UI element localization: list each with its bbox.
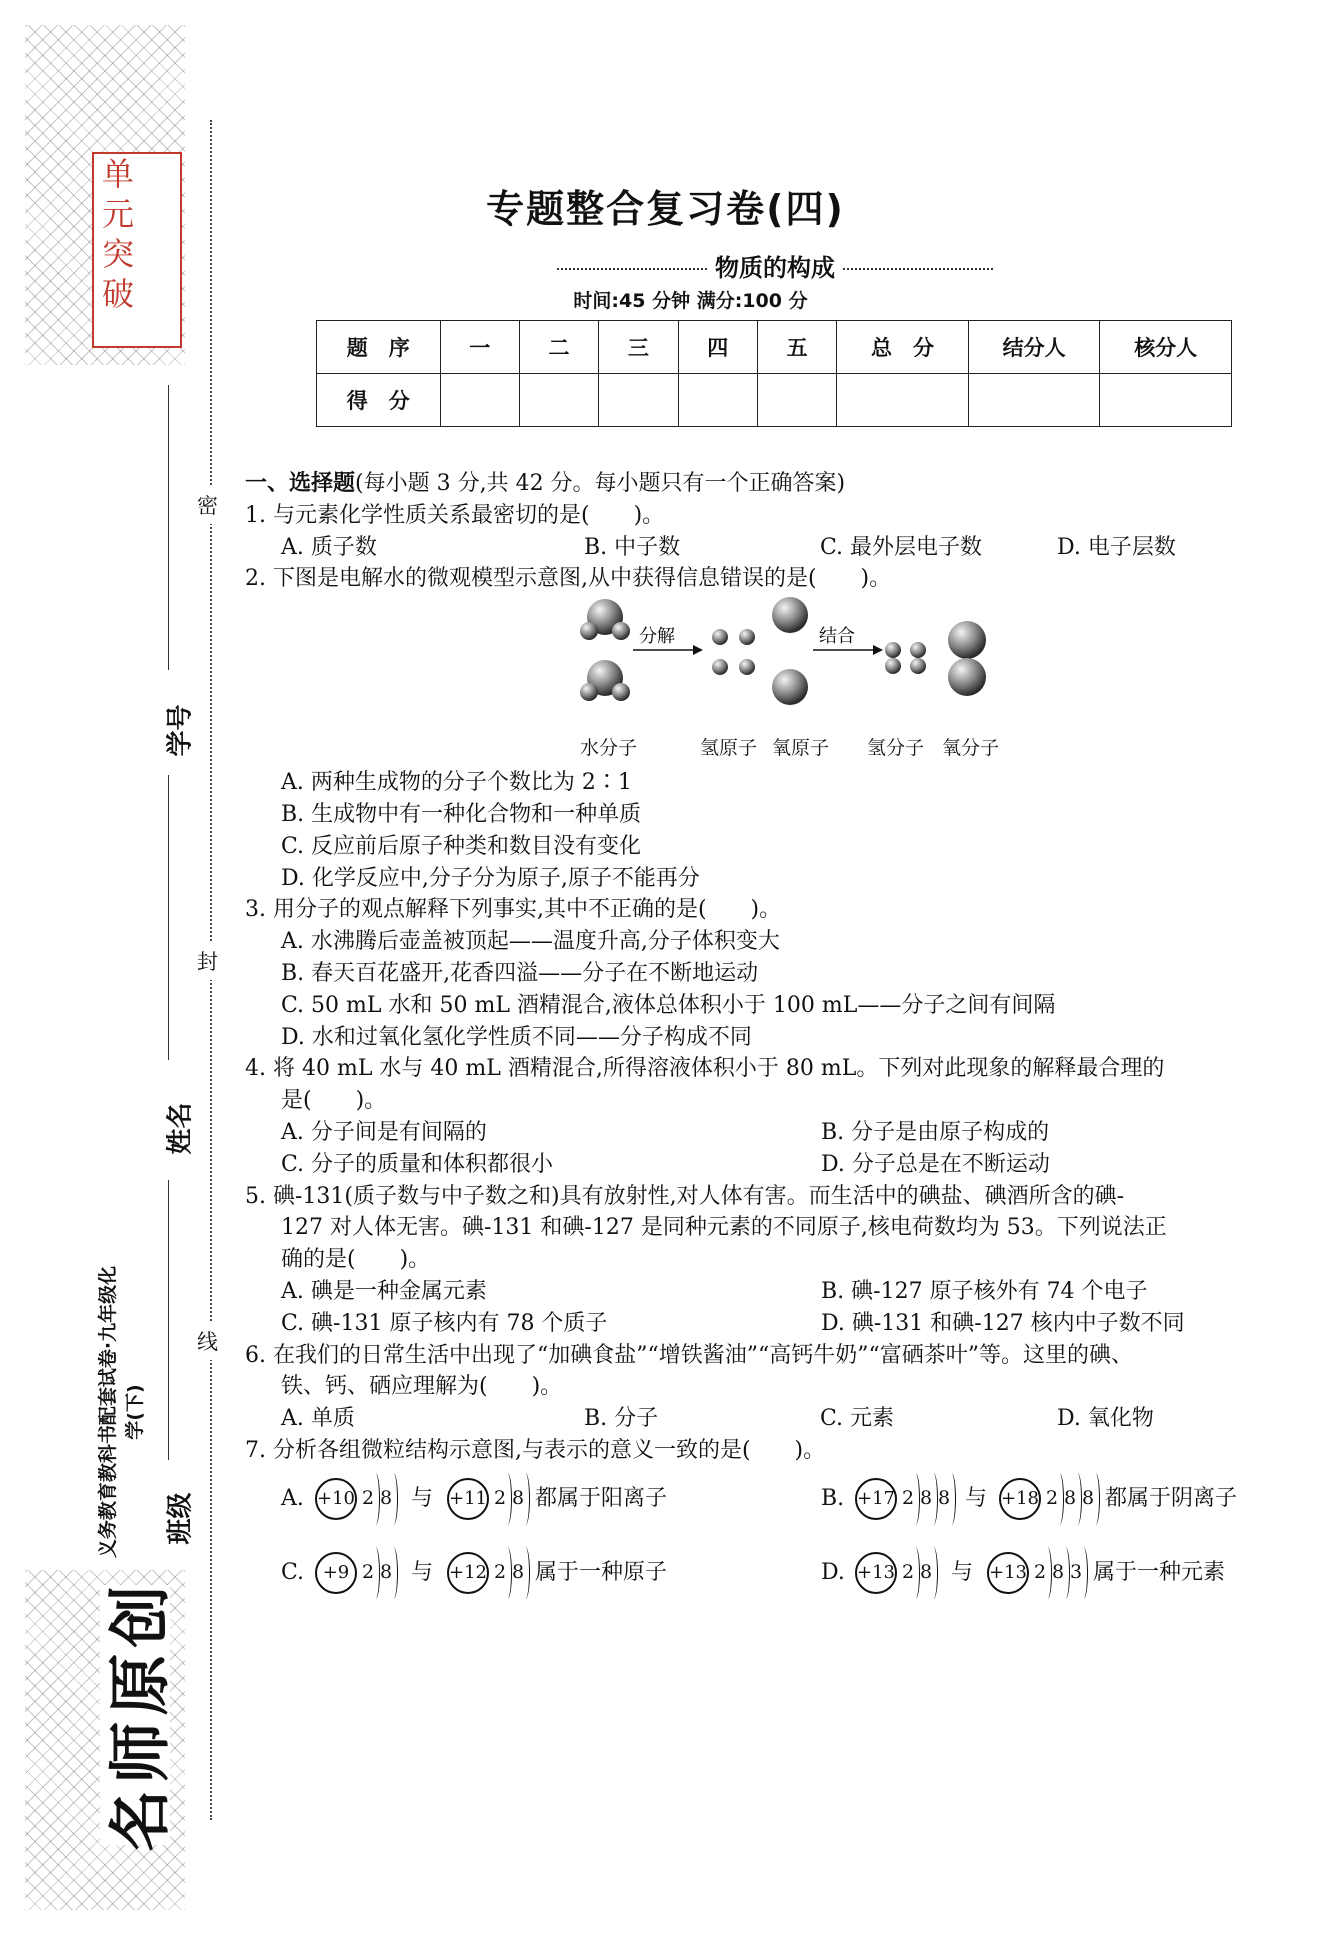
shell: 8 <box>377 1471 395 1527</box>
unit-char: 元 <box>102 195 135 233</box>
question-4-options-row1 <box>245 1117 1305 1149</box>
score-table-score-row <box>317 374 1232 427</box>
unit-char: 突 <box>102 235 135 273</box>
shell: 8 <box>935 1471 953 1527</box>
option-b: B. 生成物中有一种化合物和一种单质 <box>281 801 642 827</box>
shell: 8 <box>509 1471 527 1527</box>
table-header-cell: 四 <box>678 321 757 374</box>
seal-xian: 线 <box>197 1322 218 1360</box>
table-header-cell: 结分人 <box>968 321 1100 374</box>
join-word: 与 <box>965 1485 988 1511</box>
electron-shells <box>359 1471 395 1527</box>
option-b: B. 分子 <box>584 1406 659 1432</box>
nucleus-icon: +10 <box>315 1478 357 1520</box>
name-line <box>168 775 171 1060</box>
option-letter: B. <box>821 1485 845 1511</box>
shell: 2 <box>1043 1471 1061 1527</box>
question-6-options <box>245 1403 1305 1435</box>
electron-shells <box>899 1471 953 1527</box>
series-title: 义务教育教科书配套试卷·九年级化学(下) <box>97 1265 146 1559</box>
option-d: D. 碘-131 和碘-127 核内中子数不同 <box>821 1310 1185 1336</box>
option-b: B. 分子是由原子构成的 <box>821 1119 1050 1145</box>
score-cell <box>757 374 836 427</box>
question-7-options-row1 <box>245 1467 1305 1541</box>
option-text: 都属于阳离子 <box>535 1485 668 1511</box>
time-info: 时间:45 分钟 满分:100 分 <box>573 290 808 312</box>
shell: 8 <box>377 1545 395 1601</box>
dotted-rule-left <box>557 268 707 270</box>
nucleus-icon: +9 <box>315 1552 357 1594</box>
hydrogen-atoms <box>712 629 755 675</box>
option-d: D. 水和过氧化氢化学性质不同——分子构成不同 <box>281 1024 752 1050</box>
score-cell <box>519 374 598 427</box>
table-row-label: 得 分 <box>317 374 441 427</box>
question-2-stem: 2. 下图是电解水的微观模型示意图,从中获得信息错误的是( )。 <box>245 566 892 592</box>
oxygen-atoms <box>772 597 808 705</box>
question-4-options-row2 <box>245 1149 1305 1181</box>
option-d <box>821 1545 1225 1601</box>
option-a: A. 质子数 <box>281 534 377 560</box>
seal-feng: 封 <box>197 942 218 980</box>
molecule-model-figure <box>575 595 995 735</box>
brand-logo <box>100 1578 177 1852</box>
join-word: 与 <box>411 1485 434 1511</box>
class-label: 班级 <box>165 1492 196 1545</box>
shell: 3 <box>1067 1545 1085 1601</box>
subtitle-text: 物质的构成 <box>715 254 835 282</box>
option-text: 属于一种元素 <box>1093 1559 1226 1585</box>
label-oxygen-atom: 氧原子 <box>772 737 830 760</box>
option-a: A. 碘是一种金属元素 <box>281 1278 487 1304</box>
nucleus-icon: +13 <box>987 1552 1029 1594</box>
shell: 2 <box>899 1471 917 1527</box>
option-b: B. 碘-127 原子核外有 74 个电子 <box>821 1278 1148 1304</box>
nucleus-icon: +17 <box>855 1478 897 1520</box>
table-header-cell: 二 <box>519 321 598 374</box>
unit-char: 破 <box>102 275 135 313</box>
combine-label: 结合 <box>819 626 855 648</box>
question-1-stem: 1. 与元素化学性质关系最密切的是( )。 <box>245 502 665 528</box>
shell: 8 <box>1079 1471 1097 1527</box>
option-d: D. 氧化物 <box>1057 1406 1154 1432</box>
question-1-options <box>245 532 1305 564</box>
option-b: B. 中子数 <box>584 534 681 560</box>
question-4-stem: 4. 将 40 mL 水与 40 mL 酒精混合,所得溶液体积小于 80 mL。下列对此现象的解释最合理的 <box>245 1056 1165 1082</box>
table-header-cell: 三 <box>599 321 678 374</box>
section-title: 一、选择题 <box>245 471 356 496</box>
score-table <box>316 320 1232 427</box>
option-c: C. 碘-131 原子核内有 78 个质子 <box>281 1310 608 1336</box>
question-5-options-row1 <box>245 1276 1305 1308</box>
option-a: A. 单质 <box>281 1406 355 1432</box>
option-a <box>281 1471 667 1527</box>
nucleus-icon: +13 <box>855 1552 897 1594</box>
nucleus-icon: +18 <box>999 1478 1041 1520</box>
table-header-cell: 核分人 <box>1100 321 1232 374</box>
score-cell <box>440 374 519 427</box>
option-letter: C. <box>281 1559 305 1585</box>
question-5-stem-cont: 127 对人体无害。碘-131 和碘-127 是同种元素的不同原子,核电荷数均为 53。下列说法正 <box>281 1215 1167 1241</box>
table-header-cell: 题 序 <box>317 321 441 374</box>
label-water-molecule: 水分子 <box>580 737 638 760</box>
join-word: 与 <box>411 1559 434 1585</box>
score-cell <box>837 374 969 427</box>
label-hydrogen-molecule: 氢分子 <box>867 737 925 760</box>
student-id-line <box>168 385 171 670</box>
option-d: D. 电子层数 <box>1057 534 1176 560</box>
table-header-cell: 五 <box>757 321 836 374</box>
shell: 2 <box>491 1545 509 1601</box>
electron-shells <box>1031 1545 1085 1601</box>
question-content <box>245 468 1305 1615</box>
nucleus-icon: +11 <box>447 1478 489 1520</box>
water-molecule <box>580 660 630 701</box>
electron-shells <box>899 1545 935 1601</box>
dotted-rule-right <box>843 268 993 270</box>
shell: 8 <box>509 1545 527 1601</box>
shell: 2 <box>491 1471 509 1527</box>
shell: 8 <box>1061 1471 1079 1527</box>
score-table-header-row <box>317 321 1232 374</box>
nucleus-icon: +12 <box>447 1552 489 1594</box>
option-text: 属于一种原子 <box>535 1559 668 1585</box>
option-letter: A. <box>281 1485 304 1511</box>
option-c: C. 反应前后原子种类和数目没有变化 <box>281 833 642 859</box>
electron-shells <box>1043 1471 1097 1527</box>
electrolysis-diagram <box>245 595 1305 767</box>
option-c: C. 分子的质量和体积都很小 <box>281 1151 554 1177</box>
decompose-label: 分解 <box>639 626 675 648</box>
table-header-cell: 一 <box>440 321 519 374</box>
score-cell <box>678 374 757 427</box>
student-id-label: 学号 <box>165 704 196 757</box>
shell: 8 <box>917 1545 935 1601</box>
option-a: A. 水沸腾后壶盖被顶起——温度升高,分子体积变大 <box>281 929 780 955</box>
score-cell <box>968 374 1100 427</box>
join-word: 与 <box>951 1559 974 1585</box>
question-3-stem: 3. 用分子的观点解释下列事实,其中不正确的是( )。 <box>245 897 782 923</box>
option-c: C. 最外层电子数 <box>820 534 983 560</box>
score-cell <box>599 374 678 427</box>
option-d: D. 化学反应中,分子分为原子,原子不能再分 <box>281 865 700 891</box>
water-molecule <box>580 599 630 640</box>
question-7-options-row2 <box>245 1541 1305 1615</box>
table-header-cell: 总 分 <box>837 321 969 374</box>
oxygen-molecule <box>948 621 986 696</box>
label-oxygen-molecule: 氧分子 <box>942 737 1000 760</box>
option-text: 都属于阴离子 <box>1105 1485 1238 1511</box>
electron-shells <box>491 1545 527 1601</box>
question-5-options-row2 <box>245 1308 1305 1340</box>
question-4-stem-cont: 是( )。 <box>281 1088 387 1114</box>
section-note: (每小题 3 分,共 42 分。每小题只有一个正确答案) <box>355 471 846 496</box>
option-a: A. 两种生成物的分子个数比为 2∶1 <box>281 770 632 796</box>
hydrogen-molecules <box>885 642 926 674</box>
electron-shells <box>491 1471 527 1527</box>
option-letter: D. <box>821 1559 845 1585</box>
question-7-stem: 7. 分析各组微粒结构示意图,与表示的意义一致的是( )。 <box>245 1437 826 1463</box>
question-5-stem: 5. 碘-131(质子数与中子数之和)具有放射性,对人体有害。而生活中的碘盐、碘酒所含的碘- <box>245 1183 1125 1209</box>
unit-char: 单 <box>102 155 135 193</box>
shell: 2 <box>1031 1545 1049 1601</box>
option-d: D. 分子总是在不断运动 <box>821 1151 1050 1177</box>
shell: 8 <box>917 1471 935 1527</box>
option-c: C. 50 mL 水和 50 mL 酒精混合,液体总体积小于 100 mL——分子之间有间隔 <box>281 992 1056 1018</box>
electron-shells <box>359 1545 395 1601</box>
class-line <box>168 1180 171 1460</box>
option-b <box>821 1471 1237 1527</box>
option-a: A. 分子间是有间隔的 <box>281 1119 487 1145</box>
brand-text: 名师原创 <box>103 1578 177 1852</box>
seal-mi: 密 <box>197 486 218 524</box>
question-6-stem-cont: 铁、钙、硒应理解为( )。 <box>281 1374 563 1400</box>
name-label: 姓名 <box>165 1102 196 1155</box>
question-6-stem: 6. 在我们的日常生活中出现了“加碘食盐”“增铁酱油”“高钙牛奶”“富硒茶叶”等。这里的碘、 <box>245 1342 1133 1368</box>
section-heading <box>245 468 1305 500</box>
option-b: B. 春天百花盛开,花香四溢——分子在不断地运动 <box>281 960 759 986</box>
question-5-stem-cont: 确的是( )。 <box>281 1247 431 1273</box>
score-cell <box>1100 374 1232 427</box>
shell: 2 <box>359 1545 377 1601</box>
label-hydrogen-atom: 氢原子 <box>700 737 758 760</box>
shell: 2 <box>359 1471 377 1527</box>
page-title: 专题整合复习卷(四) <box>486 187 845 231</box>
shell: 2 <box>899 1545 917 1601</box>
option-c <box>281 1545 667 1601</box>
page-subtitle <box>545 248 1005 283</box>
shell: 8 <box>1049 1545 1067 1601</box>
option-c: C. 元素 <box>820 1406 895 1432</box>
